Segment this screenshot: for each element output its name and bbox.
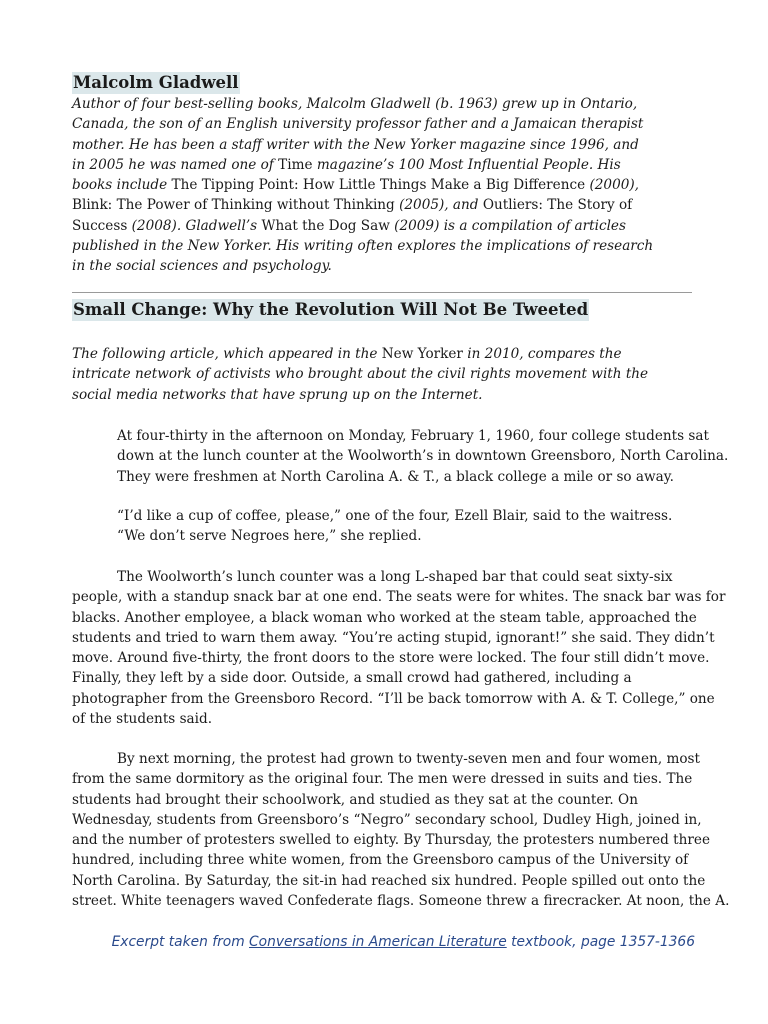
bio-line <box>72 216 696 236</box>
text-run: Author of four best-selling books, Malcolm Gladwell (b. 1963) grew up in Ontario, <box>72 96 638 112</box>
title-reference: Success <box>72 217 128 234</box>
paragraph-line: from the same dormitory as the original four. The men were dressed in suits and ties. The <box>72 771 693 788</box>
text-run: social media networks that have sprung up on the Internet. <box>72 386 483 403</box>
paragraph-line: By next morning, the protest had grown to twenty-seven men and four women, most <box>117 751 700 767</box>
bio-line <box>72 94 696 114</box>
footer-prefix: Excerpt taken from <box>111 934 250 950</box>
body-paragraph-1 <box>72 426 728 487</box>
text-run: (2005), and <box>394 197 483 214</box>
paragraph-line: students and tried to warn them away. “You’re acting stupid, ignorant!” she said. They didn’t <box>72 629 715 646</box>
bio-line <box>72 155 696 175</box>
intro-line <box>72 385 648 405</box>
bio-line <box>72 195 696 215</box>
text-run: published in the New Yorker. His writing often explores the implications of research <box>72 238 654 255</box>
text-run: The following article, which appeared in the <box>72 346 382 362</box>
title-reference: Time <box>278 156 313 173</box>
paragraph-line: students had brought their schoolwork, and studied as they sat at the counter. On <box>72 791 638 808</box>
document-page <box>72 72 730 910</box>
title-reference: The Tipping Point: How Little Things Make a Big Difference <box>171 177 586 194</box>
paragraph-line: hundred, including three white women, from the Greensboro campus of the University of <box>72 852 689 869</box>
paragraph-line: Wednesday, students from Greensboro’s “Negro” secondary school, Dudley High, joined in, <box>72 811 702 828</box>
text-run: (2009) is a compilation of articles <box>389 217 626 234</box>
paragraph-line: “I’d like a cup of coffee, please,” one of the four, Ezell Blair, said to the waitress. <box>117 508 673 524</box>
paragraph-line: and the number of protesters swelled to eighty. By Thursday, the protesters numbered three <box>72 832 710 849</box>
text-run: in 2010, compares the <box>462 346 622 362</box>
bio-line <box>72 256 696 276</box>
bio-line <box>72 114 696 134</box>
paragraph-line: down at the lunch counter at the Woolworth’s in downtown Greensboro, North Carolina. <box>117 448 729 465</box>
title-reference: New Yorker <box>381 346 463 362</box>
paragraph-line: Finally, they left by a side door. Outside, a small crowd had gathered, including a <box>72 670 632 687</box>
intro-line <box>72 344 648 364</box>
body-paragraph-4 <box>72 749 729 911</box>
text-run: (2000), <box>585 177 639 194</box>
paragraph-line: North Carolina. By Saturday, the sit-in had reached six hundred. People spilled out onto the <box>72 872 706 889</box>
title-reference: What the Dog Saw <box>261 217 390 234</box>
paragraph-line: “We don’t serve Negroes here,” she replied. <box>117 528 422 545</box>
bio-line <box>72 135 696 155</box>
text-run: intricate network of activists who brought about the civil rights movement with the <box>72 366 649 383</box>
paragraph-line: blacks. Another employee, a black woman who worked at the steam table, approached the <box>72 609 697 626</box>
article-heading <box>72 299 589 321</box>
paragraph-line: of the students said. <box>72 711 213 728</box>
paragraph-line: move. Around five-thirty, the front doors to the store were locked. The four still didn’t move. <box>72 650 710 667</box>
body-paragraph-2 <box>72 506 672 547</box>
text-run: mother. He has been a staff writer with the New Yorker magazine since 1996, and <box>72 136 639 153</box>
text-run: magazine’s 100 Most Influential People. His <box>312 156 621 173</box>
bio-line <box>72 236 696 256</box>
text-run: books include <box>72 177 172 194</box>
text-run: (2008). Gladwell’s <box>127 217 262 234</box>
title-reference: Outliers: The Story of <box>482 197 633 214</box>
article-title: Small Change: Why the Revolution Will Not Be Tweeted <box>73 300 589 319</box>
paragraph-line: street. White teenagers waved Confederate flags. Someone threw a firecracker. At noon, the A. <box>72 893 730 910</box>
text-run: in the social sciences and psychology. <box>72 258 332 275</box>
text-run: in 2005 he was named one of <box>72 156 279 173</box>
article-intro <box>72 344 648 405</box>
text-run: Canada, the son of an English university professor father and a Jamaican therapist <box>72 116 644 133</box>
author-bio <box>72 94 696 277</box>
source-book-link[interactable]: Conversations in American Literature <box>249 934 507 950</box>
paragraph-line: photographer from the Greensboro Record. “I’ll be back tomorrow with A. & T. College,” one <box>72 690 715 707</box>
excerpt-source-footer <box>0 934 768 950</box>
intro-line <box>72 364 648 384</box>
bio-line <box>72 175 696 195</box>
author-heading <box>72 72 696 94</box>
footer-suffix: textbook, page 1357-1366 <box>506 934 695 950</box>
section-divider <box>72 292 692 293</box>
paragraph-line: They were freshmen at North Carolina A. & T., a black college a mile or so away. <box>117 468 674 485</box>
author-name: Malcolm Gladwell <box>73 73 239 92</box>
paragraph-line: The Woolworth’s lunch counter was a long L-shaped bar that could seat sixty-six <box>117 569 673 585</box>
body-paragraph-3 <box>72 567 725 729</box>
paragraph-line: At four-thirty in the afternoon on Monday, February 1, 1960, four college students sat <box>117 428 709 444</box>
paragraph-line: people, with a standup snack bar at one end. The seats were for whites. The snack bar was for <box>72 589 726 606</box>
title-reference: Blink: The Power of Thinking without Thinking <box>72 197 395 214</box>
